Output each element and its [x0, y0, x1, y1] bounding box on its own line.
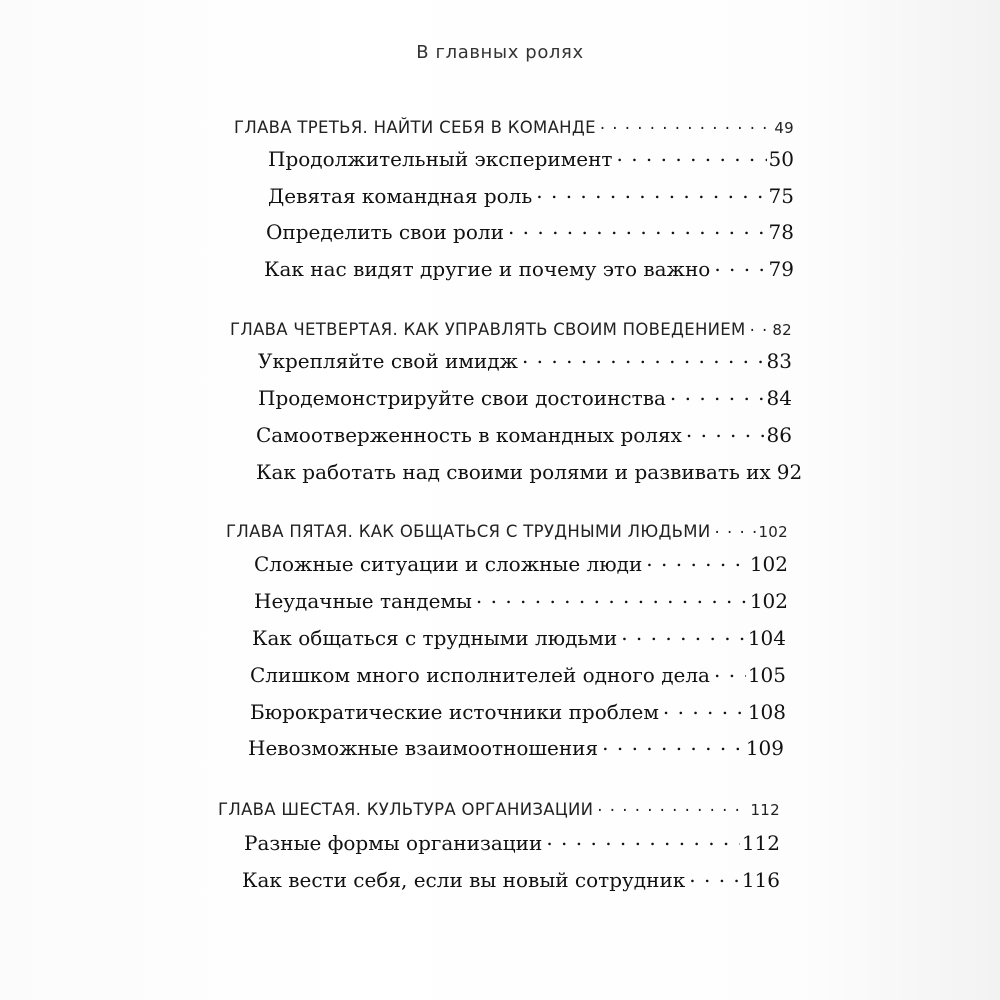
- page-number: 108: [747, 700, 786, 724]
- leader-dots: [686, 422, 765, 442]
- page-number: 82: [772, 320, 792, 339]
- page-number: 102: [749, 552, 788, 576]
- section-entry: [252, 625, 786, 650]
- page-number: 84: [766, 386, 792, 410]
- section-title: Определить свои роли: [266, 220, 504, 244]
- section-entry: [248, 735, 784, 760]
- leader-dots: [522, 348, 765, 368]
- section-entry: [264, 256, 794, 281]
- leader-dots: [750, 318, 771, 335]
- chapter-5-entry: [226, 520, 788, 541]
- section-title: Как нас видят другие и почему это важно: [264, 257, 711, 281]
- leader-dots: [714, 662, 746, 682]
- section-title: Девятая командная роль: [268, 184, 533, 208]
- page-number: 75: [768, 184, 794, 208]
- page-number: 112: [741, 831, 780, 855]
- page-number: 104: [747, 626, 786, 650]
- chapter-4-entry: [230, 318, 792, 339]
- section-title: Сложные ситуации и сложные люди: [254, 552, 643, 576]
- leader-dots: [621, 625, 746, 645]
- section-entry: [256, 459, 803, 484]
- leader-dots: [536, 183, 766, 203]
- page-number: 83: [766, 349, 792, 373]
- page-number: 116: [741, 868, 780, 892]
- chapter-title: ГЛАВА ТРЕТЬЯ. НАЙТИ СЕБЯ В КОМАНДЕ: [234, 117, 596, 137]
- page-number: 78: [768, 220, 794, 244]
- section-title: Разные формы организации: [244, 831, 543, 855]
- leader-dots: [602, 735, 744, 755]
- leader-dots: [508, 219, 767, 239]
- page-number: 102: [749, 589, 788, 613]
- section-title: Как работать над своими ролями и развивать их: [256, 460, 771, 484]
- section-entry: [256, 422, 792, 447]
- leader-dots: [597, 798, 748, 815]
- section-entry: [268, 183, 794, 208]
- section-entry: [254, 551, 788, 576]
- section-entry: [258, 385, 792, 410]
- section-title: Самоотверженность в командных ролях: [256, 423, 682, 447]
- chapter-title: ГЛАВА ПЯТАЯ. КАК ОБЩАТЬСЯ С ТРУДНЫМИ ЛЮДЬМИ: [226, 521, 711, 541]
- section-title: Бюрократические источники проблем: [250, 700, 659, 724]
- page-number: 112: [750, 800, 780, 819]
- section-title: Продемонстрируйте свои достоинства: [258, 386, 666, 410]
- section-title: Как вести себя, если вы новый сотрудник: [242, 868, 686, 892]
- page-number: 50: [768, 147, 794, 171]
- section-entry: [250, 699, 786, 724]
- chapter-6-entry: [218, 798, 780, 819]
- section-entry: [268, 146, 794, 171]
- leader-dots: [714, 256, 766, 276]
- chapter-3-entry: [234, 116, 794, 137]
- section-entry: [266, 219, 794, 244]
- page-number: 79: [768, 257, 794, 281]
- chapter-title: ГЛАВА ШЕСТАЯ. КУЛЬТУРА ОРГАНИЗАЦИИ: [218, 799, 594, 819]
- leader-dots: [663, 699, 746, 719]
- section-title: Слишком много исполнителей одного дела: [250, 663, 710, 687]
- page-number: 105: [747, 663, 786, 687]
- page-number: 92: [776, 460, 803, 484]
- leader-dots: [689, 867, 740, 887]
- leader-dots: [617, 146, 767, 166]
- page-number: 86: [766, 423, 792, 447]
- section-title: Невозможные взаимоотношения: [248, 736, 599, 760]
- chapter-title: ГЛАВА ЧЕТВЕРТАЯ. КАК УПРАВЛЯТЬ СВОИМ ПОВЕДЕНИЕМ: [230, 319, 746, 339]
- section-title: Укрепляйте свой имидж: [258, 349, 518, 373]
- section-entry: [244, 830, 780, 855]
- section-title: Как общаться с трудными людьми: [252, 626, 618, 650]
- section-title: Продолжительный эксперимент: [268, 147, 613, 171]
- page-number: 102: [758, 522, 788, 541]
- running-header: В главных ролях: [416, 42, 584, 63]
- section-entry: [250, 662, 786, 687]
- section-title: Неудачные тандемы: [254, 589, 472, 613]
- leader-dots: [646, 551, 748, 571]
- leader-dots: [546, 830, 739, 850]
- page-number: 109: [745, 736, 784, 760]
- leader-dots: [714, 520, 756, 537]
- section-entry: [242, 867, 780, 892]
- leader-dots: [600, 116, 773, 133]
- leader-dots: [476, 588, 748, 608]
- leader-dots: [670, 385, 765, 405]
- page-number: 49: [774, 118, 794, 137]
- section-entry: [254, 588, 788, 613]
- section-entry: [258, 348, 792, 373]
